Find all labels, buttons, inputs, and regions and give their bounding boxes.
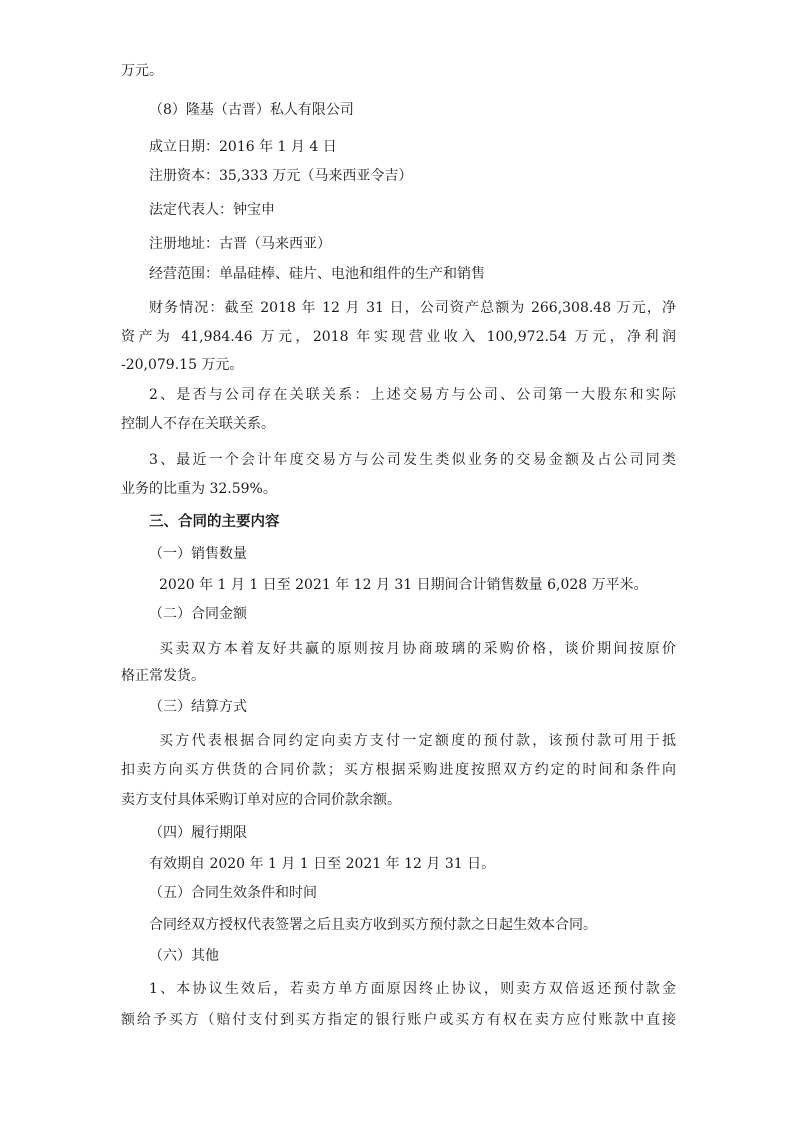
contract-amount-line-2: 格正常发货。 (121, 668, 205, 684)
subheading-other: （六）其他 (149, 948, 219, 964)
business-scope: 经营范围：单晶硅棒、硅片、电池和组件的生产和销售 (149, 266, 485, 282)
relation-line-1: 2、是否与公司存在关联关系：上述交易方与公司、公司第一大股东和实际 (149, 387, 676, 403)
relation-line-2: 控制人不存在关联关系。 (121, 416, 275, 432)
settlement-line-2: 扣卖方向买方供货的合同价款；买方根据采购进度按照双方约定的时间和条件向 (121, 762, 676, 778)
subheading-sales-quantity: （一）销售数量 (149, 546, 247, 562)
term-text: 有效期自 2020 年 1 月 1 日至 2021 年 12 月 31 日。 (149, 856, 496, 872)
registered-address: 注册地址：古晋（马来西亚） (149, 236, 331, 252)
contract-amount-line-1: 买卖双方本着友好共赢的原则按月协商玻璃的采购价格，谈价期间按原价 (159, 641, 676, 657)
other-clause-line-1: 1、本协议生效后，若卖方单方面原因终止协议，则卖方双倍返还预付款金 (149, 981, 676, 997)
transaction-ratio-line-2: 业务的比重为 32.59%。 (121, 481, 277, 497)
settlement-line-3: 卖方支付具体采购订单对应的合同价款余额。 (121, 792, 401, 808)
settlement-line-1: 买方代表根据合同约定向卖方支付一定额度的预付款，该预付款可用于抵 (159, 733, 676, 749)
legal-representative: 法定代表人：钟宝申 (149, 202, 275, 218)
section-heading-contract: 三、合同的主要内容 (149, 514, 280, 530)
subheading-contract-amount: （二）合同金额 (149, 606, 247, 622)
transaction-ratio-line-1: 3、最近一个会计年度交易方与公司发生类似业务的交易金额及占公司同类 (149, 452, 676, 468)
text-line-1: 万元。 (121, 63, 163, 79)
company-heading-8: （8）隆基（古晋）私人有限公司 (149, 102, 354, 118)
established-date: 成立日期：2016 年 1 月 4 日 (149, 139, 337, 155)
subheading-settlement: （三）结算方式 (149, 699, 247, 715)
financial-status-line-2: 资产为 41,984.46 万元，2018 年实现营业收入 100,972.54 万元，净利润 (121, 329, 676, 345)
other-clause-line-2: 额给予买方（赔付支付到买方指定的银行账户或买方有权在卖方应付账款中直接 (121, 1012, 676, 1028)
financial-status-line-3: -20,079.15 万元。 (121, 357, 244, 373)
registered-capital: 注册资本：35,333 万元（马来西亚令吉） (149, 168, 413, 184)
effective-conditions-text: 合同经双方授权代表签署之后且卖方收到买方预付款之日起生效本合同。 (149, 917, 597, 933)
sales-quantity-text: 2020 年 1 月 1 日至 2021 年 12 月 31 日期间合计销售数量 6,028 万平米。 (159, 577, 648, 593)
subheading-term: （四）履行期限 (149, 825, 247, 841)
financial-status-line-1: 财务情况：截至 2018 年 12 月 31 日，公司资产总额为 266,308.48 万元，净 (149, 300, 676, 316)
subheading-effective-conditions: （五）合同生效条件和时间 (149, 885, 317, 901)
